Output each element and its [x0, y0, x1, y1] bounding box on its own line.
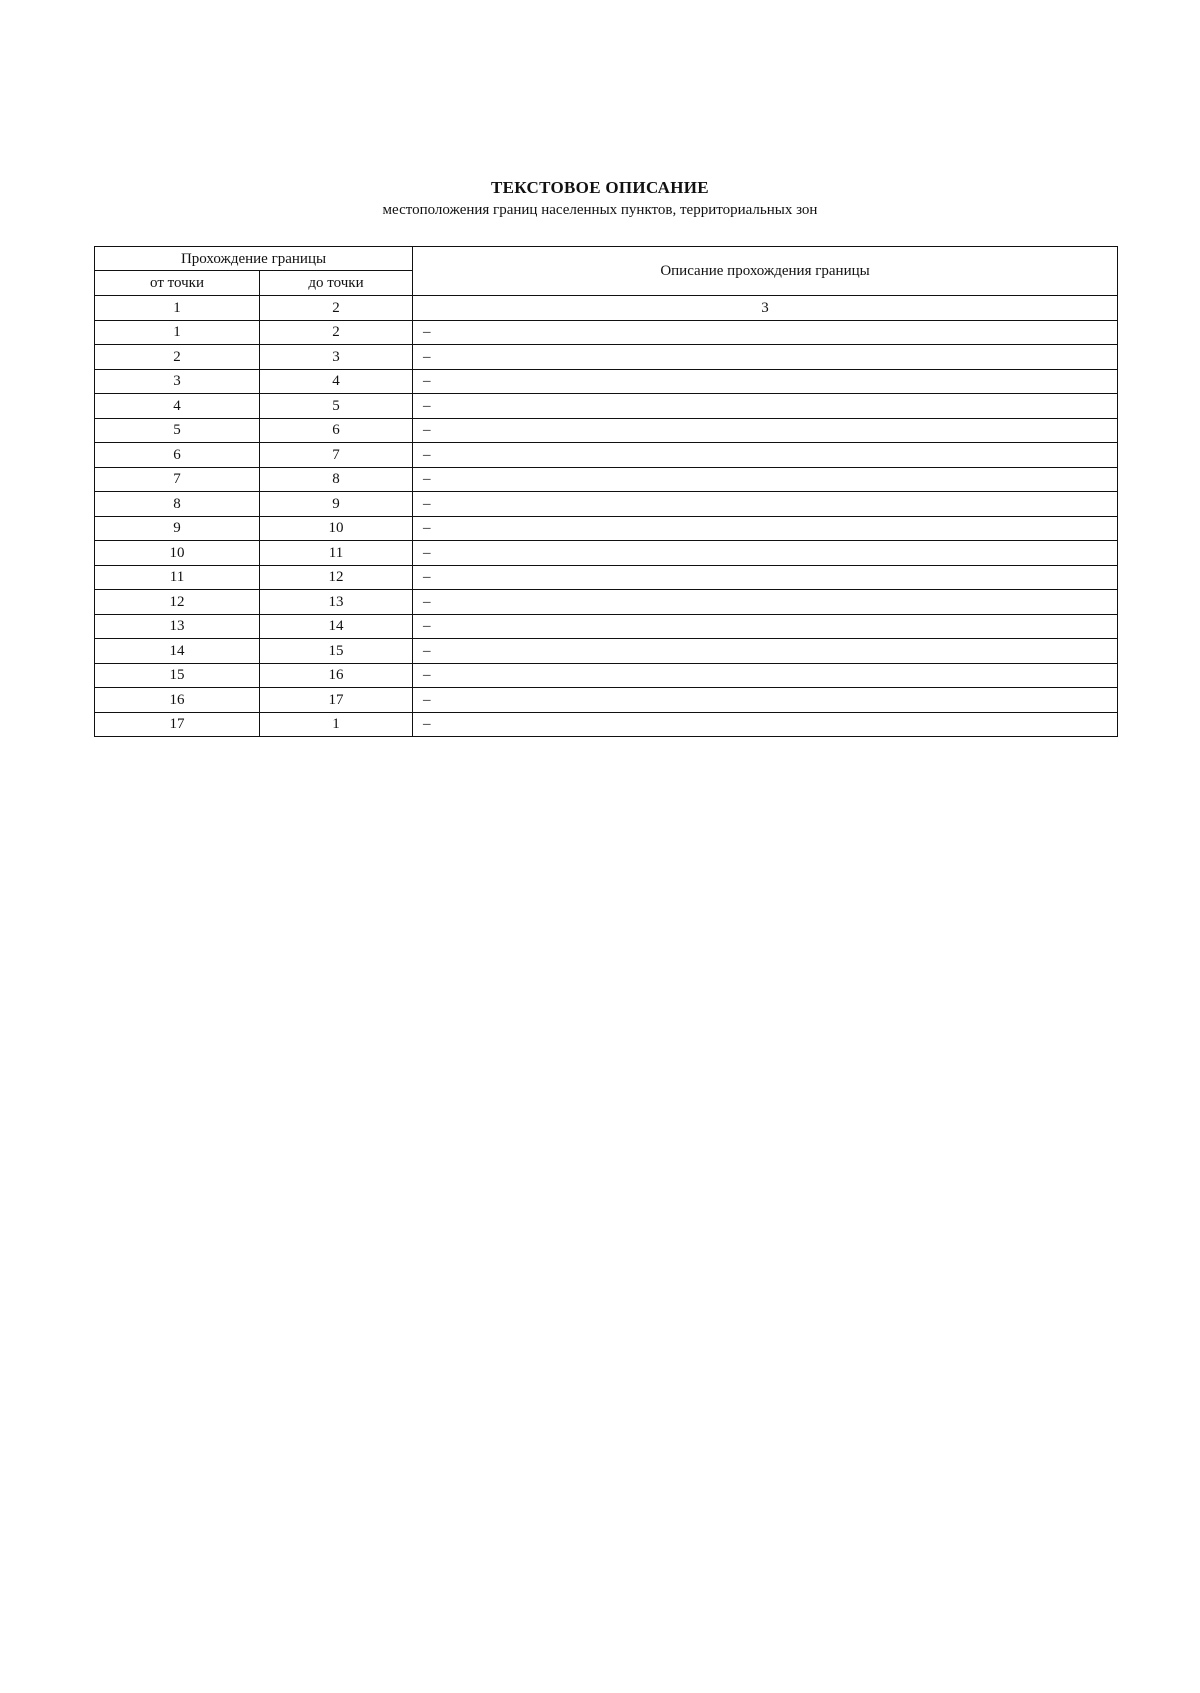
description-cell: –: [413, 590, 1118, 615]
to-point-cell: 4: [260, 369, 413, 394]
from-point-cell: 14: [95, 639, 260, 664]
table-row: [95, 663, 1118, 688]
from-point-cell: 1: [95, 320, 260, 345]
to-point-cell: 15: [260, 639, 413, 664]
from-point-cell: 6: [95, 443, 260, 468]
table-row: [95, 369, 1118, 394]
table-body: [95, 320, 1118, 737]
column-number-2: 2: [260, 295, 413, 320]
description-cell: –: [413, 639, 1118, 664]
document-title: ТЕКСТОВОЕ ОПИСАНИЕ: [491, 178, 709, 197]
table-row: [95, 614, 1118, 639]
description-cell: –: [413, 516, 1118, 541]
table-row: [95, 443, 1118, 468]
table-row: [95, 394, 1118, 419]
description-cell: –: [413, 443, 1118, 468]
table-row: [95, 590, 1118, 615]
from-point-cell: 4: [95, 394, 260, 419]
table-row: [95, 639, 1118, 664]
table-row: [95, 467, 1118, 492]
to-point-cell: 8: [260, 467, 413, 492]
from-point-cell: 8: [95, 492, 260, 517]
description-cell: –: [413, 418, 1118, 443]
description-cell: –: [413, 492, 1118, 517]
table-row: [95, 418, 1118, 443]
boundary-table: [94, 246, 1118, 737]
description-cell: –: [413, 345, 1118, 370]
header-description: Описание прохождения границы: [413, 247, 1118, 296]
table-row: [95, 565, 1118, 590]
table-row: [95, 688, 1118, 713]
description-cell: –: [413, 688, 1118, 713]
table-row: [95, 345, 1118, 370]
header-to-point: до точки: [260, 271, 413, 296]
from-point-cell: 7: [95, 467, 260, 492]
from-point-cell: 2: [95, 345, 260, 370]
description-cell: –: [413, 394, 1118, 419]
header-row-1: [95, 247, 1118, 271]
table-row: [95, 320, 1118, 345]
description-cell: –: [413, 467, 1118, 492]
to-point-cell: 9: [260, 492, 413, 517]
to-point-cell: 2: [260, 320, 413, 345]
header-from-point: от точки: [95, 271, 260, 296]
to-point-cell: 12: [260, 565, 413, 590]
table-row: [95, 541, 1118, 566]
from-point-cell: 17: [95, 712, 260, 737]
from-point-cell: 12: [95, 590, 260, 615]
from-point-cell: 13: [95, 614, 260, 639]
to-point-cell: 10: [260, 516, 413, 541]
from-point-cell: 16: [95, 688, 260, 713]
description-cell: –: [413, 663, 1118, 688]
from-point-cell: 11: [95, 565, 260, 590]
column-number-1: 1: [95, 295, 260, 320]
to-point-cell: 1: [260, 712, 413, 737]
table-row: [95, 712, 1118, 737]
to-point-cell: 17: [260, 688, 413, 713]
from-point-cell: 10: [95, 541, 260, 566]
table-row: [95, 516, 1118, 541]
description-cell: –: [413, 541, 1118, 566]
to-point-cell: 6: [260, 418, 413, 443]
from-point-cell: 3: [95, 369, 260, 394]
to-point-cell: 7: [260, 443, 413, 468]
to-point-cell: 11: [260, 541, 413, 566]
to-point-cell: 13: [260, 590, 413, 615]
document-subtitle: местоположения границ населенных пунктов, территориальных зон: [382, 202, 818, 218]
to-point-cell: 3: [260, 345, 413, 370]
column-number-3: 3: [413, 295, 1118, 320]
from-point-cell: 9: [95, 516, 260, 541]
to-point-cell: 5: [260, 394, 413, 419]
description-cell: –: [413, 565, 1118, 590]
description-cell: –: [413, 614, 1118, 639]
from-point-cell: 5: [95, 418, 260, 443]
column-number-row: [95, 295, 1118, 320]
description-cell: –: [413, 320, 1118, 345]
table-row: [95, 492, 1118, 517]
to-point-cell: 16: [260, 663, 413, 688]
to-point-cell: 14: [260, 614, 413, 639]
header-boundary-passage: Прохождение границы: [95, 247, 413, 271]
from-point-cell: 15: [95, 663, 260, 688]
description-cell: –: [413, 712, 1118, 737]
description-cell: –: [413, 369, 1118, 394]
